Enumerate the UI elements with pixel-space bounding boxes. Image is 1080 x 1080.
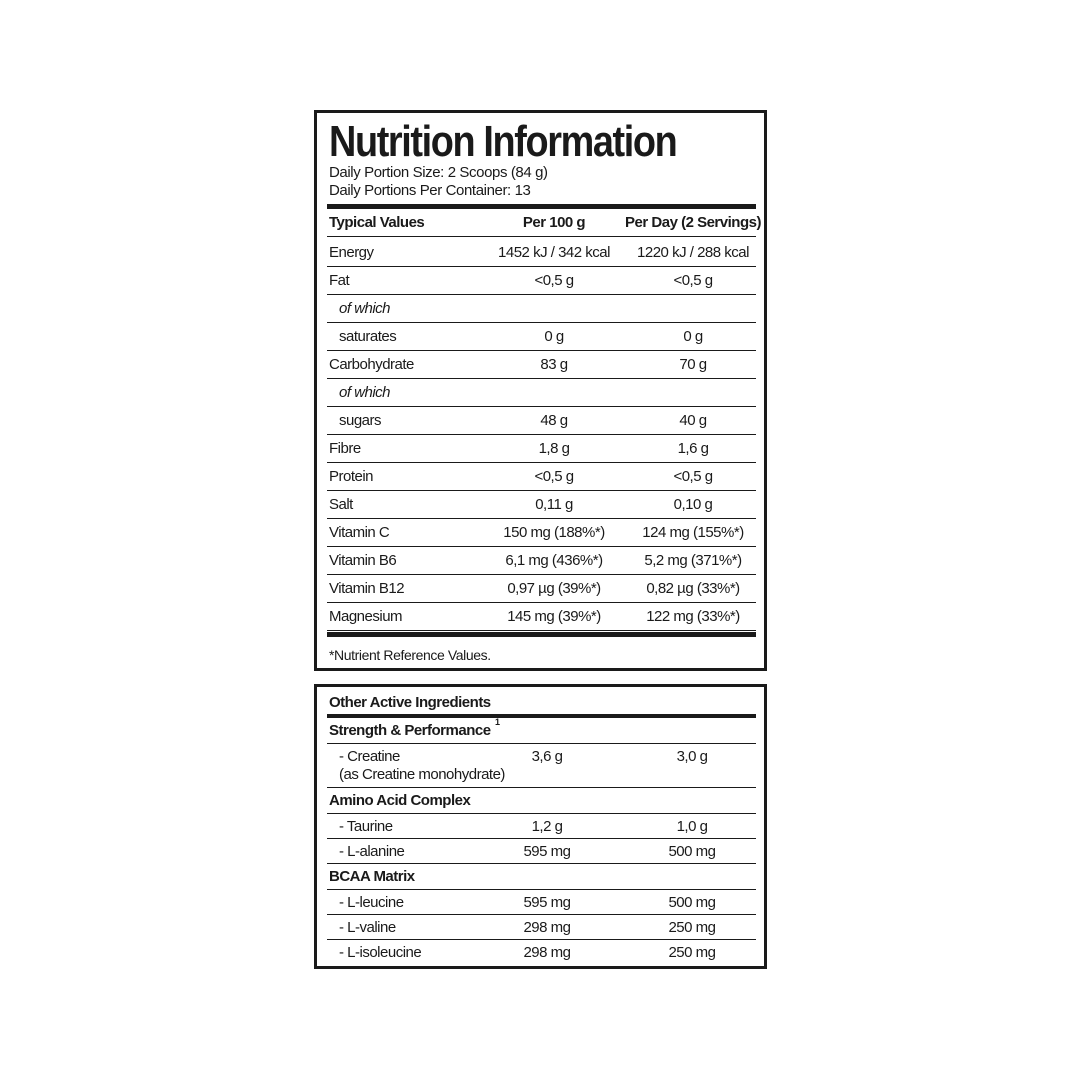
table-row — [327, 435, 756, 463]
table-row — [327, 323, 756, 351]
row-label: Energy — [329, 244, 374, 261]
ingredient-name: - L-valine — [339, 919, 396, 936]
portion-size: Daily Portion Size: 2 Scoops (84 g) — [329, 164, 548, 181]
header-per-100g: Per 100 g — [522, 214, 586, 231]
table-row — [327, 575, 756, 603]
row-per-100g: 145 mg (39%*) — [507, 608, 601, 625]
ingredient-row — [327, 890, 756, 915]
row-per-100g: 150 mg (188%*) — [503, 524, 605, 541]
header-typical-values: Typical Values — [329, 214, 425, 231]
section-header — [327, 864, 756, 890]
row-label: of which — [339, 384, 391, 401]
row-label: saturates — [339, 328, 397, 345]
table-row — [327, 267, 756, 295]
table-header — [327, 209, 761, 237]
row-per-day: 122 mg (33%*) — [646, 608, 740, 625]
ingredient-per-100g: 1,2 g — [531, 818, 563, 835]
ingredient-per-day: 500 mg — [668, 894, 716, 911]
row-label: Fibre — [329, 440, 361, 457]
row-label: of which — [339, 300, 391, 317]
other-ingredients-panel — [314, 684, 767, 969]
footer-divider — [327, 632, 756, 637]
row-per-day: 124 mg (155%*) — [642, 524, 744, 541]
row-label: Vitamin B12 — [329, 580, 405, 597]
ingredient-row — [327, 940, 756, 965]
row-per-day: 70 g — [679, 356, 707, 373]
row-per-100g: 0,97 µg (39%*) — [507, 580, 601, 597]
row-label: Carbohydrate — [329, 356, 414, 373]
ingredient-per-day: 500 mg — [668, 843, 716, 860]
ingredient-per-100g: 298 mg — [523, 919, 571, 936]
row-per-100g: 48 g — [540, 412, 568, 429]
ingredient-per-100g: 298 mg — [523, 944, 571, 961]
section-name: BCAA Matrix — [329, 868, 415, 885]
row-per-day: 1220 kJ / 288 kcal — [637, 244, 749, 261]
row-per-100g: 0 g — [544, 328, 564, 345]
row-per-100g: <0,5 g — [534, 272, 574, 289]
table-row — [327, 407, 756, 435]
section-name: Strength & Performance — [329, 722, 491, 739]
row-per-day: <0,5 g — [673, 468, 713, 485]
row-per-100g: 1,8 g — [538, 440, 570, 457]
table-row — [327, 491, 756, 519]
footnote: *Nutrient Reference Values. — [329, 647, 491, 663]
table-row — [327, 351, 756, 379]
row-label: Magnesium — [329, 608, 403, 625]
ingredient-row — [327, 915, 756, 940]
section-header — [327, 718, 756, 744]
row-label: Protein — [329, 468, 374, 485]
ingredient-name: - L-leucine — [339, 894, 404, 911]
table-row — [327, 463, 756, 491]
row-per-day: 1,6 g — [677, 440, 709, 457]
ingredient-per-100g: 3,6 g — [531, 748, 563, 765]
row-per-day: 0,10 g — [673, 496, 713, 513]
row-per-100g: <0,5 g — [534, 468, 574, 485]
ingredient-name: - L-alanine — [339, 843, 405, 860]
ingredient-per-day: 3,0 g — [676, 748, 708, 765]
table-row — [327, 519, 756, 547]
other-title: Other Active Ingredients — [329, 694, 491, 711]
section-name: Amino Acid Complex — [329, 792, 471, 809]
table-row — [327, 295, 756, 323]
ingredient-per-100g: 595 mg — [523, 894, 571, 911]
row-label: Vitamin C — [329, 524, 390, 541]
table-row — [327, 547, 756, 575]
ingredient-per-day: 250 mg — [668, 919, 716, 936]
row-per-day: 40 g — [679, 412, 707, 429]
ingredient-per-100g: 595 mg — [523, 843, 571, 860]
ingredient-name-detail: (as Creatine monohydrate) — [339, 766, 505, 783]
other-title-row — [327, 691, 756, 715]
section-header — [327, 788, 756, 814]
row-per-100g: 6,1 mg (436%*) — [505, 552, 603, 569]
panel-title: Nutrition Information — [329, 117, 677, 166]
row-per-100g: 0,11 g — [535, 496, 573, 513]
table-row — [327, 603, 756, 631]
ingredient-per-day: 1,0 g — [676, 818, 708, 835]
portions-per-container: Daily Portions Per Container: 13 — [329, 182, 531, 199]
ingredient-per-day: 250 mg — [668, 944, 716, 961]
row-per-100g: 83 g — [540, 356, 568, 373]
table-row — [327, 379, 756, 407]
ingredient-row — [327, 814, 756, 839]
ingredient-name: - Taurine — [339, 818, 393, 835]
footnote-marker: 1 — [495, 717, 500, 727]
ingredient-row — [327, 744, 756, 788]
table-row — [327, 239, 756, 267]
row-label: sugars — [339, 412, 382, 429]
ingredient-name: - L-isoleucine — [339, 944, 422, 961]
ingredient-name: - Creatine — [339, 748, 400, 765]
header-per-day: Per Day (2 Servings) — [625, 214, 761, 231]
row-per-100g: 1452 kJ / 342 kcal — [498, 244, 610, 261]
row-per-day: <0,5 g — [673, 272, 713, 289]
row-label: Vitamin B6 — [329, 552, 397, 569]
row-per-day: 0,82 µg (33%*) — [646, 580, 740, 597]
ingredient-row — [327, 839, 756, 864]
row-label: Fat — [329, 272, 350, 289]
row-label: Salt — [329, 496, 353, 513]
row-per-day: 0 g — [683, 328, 703, 345]
row-per-day: 5,2 mg (371%*) — [644, 552, 742, 569]
nutrition-panel — [314, 110, 767, 671]
